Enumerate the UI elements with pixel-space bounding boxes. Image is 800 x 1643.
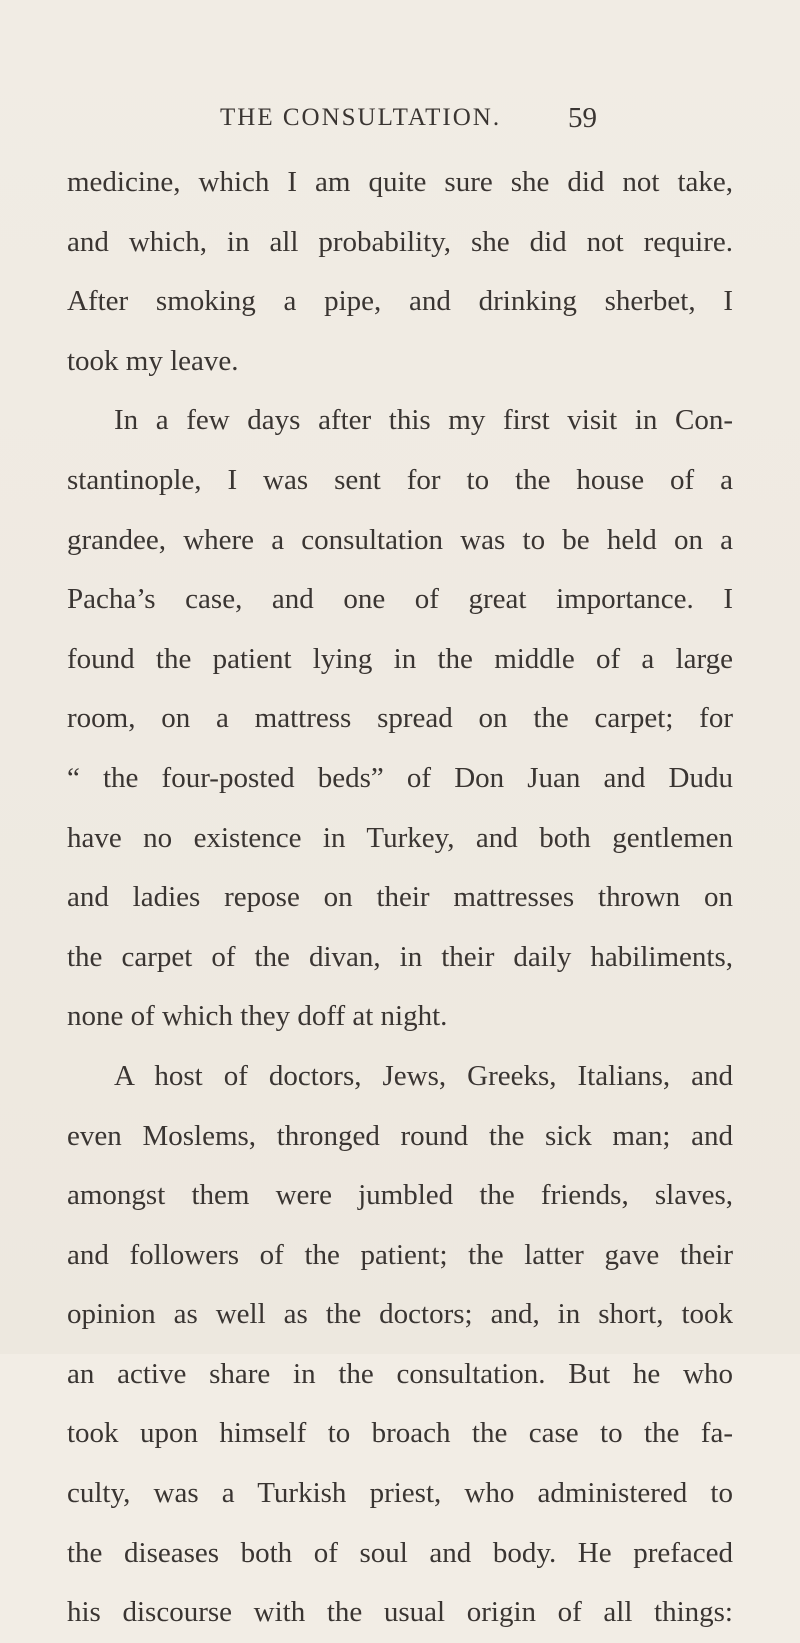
text-line: culty, was a Turkish priest, who administered to: [67, 1477, 733, 1510]
text-line: found the patient lying in the middle of a large: [67, 642, 733, 675]
text-line: amongst them were jumbled the friends, slaves,: [67, 1179, 733, 1212]
text-line: an active share in the consultation. But he who: [67, 1357, 733, 1390]
text-line: and which, in all probability, she did not require.: [67, 225, 733, 258]
text-line: opinion as well as the doctors; and, in short, took: [67, 1298, 733, 1331]
text-line: stantinople, I was sent for to the house of a: [67, 463, 733, 496]
text-line: took upon himself to broach the case to the fa-: [67, 1417, 733, 1450]
running-head: [0, 104, 800, 144]
running-title: THE CONSULTATION.: [220, 104, 502, 131]
text-line: “ the four-posted beds” of Don Juan and Dudu: [67, 761, 733, 794]
text-line: and ladies repose on their mattresses thrown on: [67, 881, 733, 914]
text-line: A host of doctors, Jews, Greeks, Italians, and: [114, 1059, 733, 1092]
text-line: room, on a mattress spread on the carpet; for: [67, 702, 733, 735]
text-line: the diseases both of soul and body. He prefaced: [67, 1536, 733, 1569]
text-line: none of which they doff at night.: [67, 1000, 448, 1033]
text-line: After smoking a pipe, and drinking sherbet, I: [67, 285, 733, 318]
text-line: the carpet of the divan, in their daily habiliments,: [67, 940, 733, 973]
text-line: grandee, where a consultation was to be held on a: [67, 523, 733, 556]
text-line: took my leave.: [67, 344, 239, 377]
text-line: and followers of the patient; the latter gave their: [67, 1238, 733, 1271]
text-line: his discourse with the usual origin of all things:: [67, 1596, 733, 1629]
text-line: medicine, which I am quite sure she did not take,: [67, 166, 733, 198]
text-line: In a few days after this my first visit in Con-: [114, 404, 733, 437]
page-number: 59: [568, 102, 597, 134]
text-line: even Moslems, thronged round the sick man; and: [67, 1119, 733, 1152]
text-line: have no existence in Turkey, and both gentlemen: [67, 821, 733, 854]
body-text: [67, 153, 733, 1643]
text-line: Pacha’s case, and one of great importance. I: [67, 583, 733, 616]
